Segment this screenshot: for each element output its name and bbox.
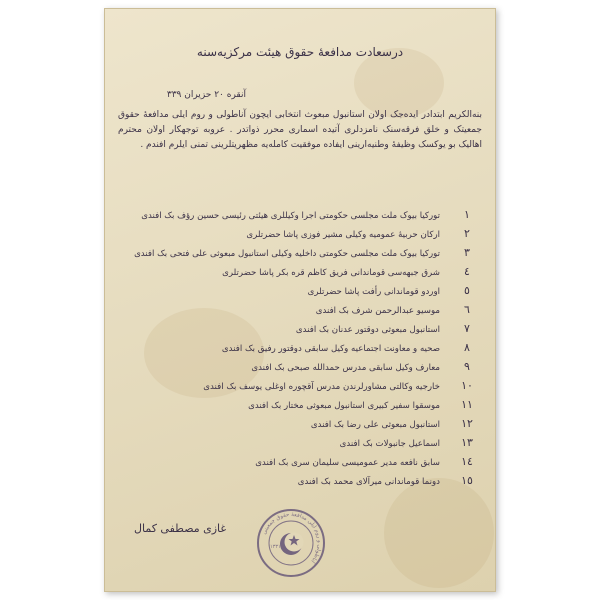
list-text: استانبول مبعوثی دوقتور عدنان بک افندی: [295, 325, 440, 335]
list-number: ١٠: [461, 379, 473, 392]
list-text: معارف وکیل سابقی مدرس حمدالله صبحی بک افندی: [251, 363, 440, 373]
seal-year: ١٣٣١: [270, 544, 281, 550]
list-number: ٣: [464, 246, 470, 259]
list-text: صحیه و معاونت اجتماعیه وکیل سابقی دوقتور رفیق بک افندی: [221, 344, 440, 354]
list-item: [120, 265, 480, 284]
list-text: استانبول مبعوثی علی رضا بک افندی: [310, 420, 440, 430]
list-item: [120, 379, 480, 398]
document-sheet: [104, 8, 496, 592]
list-item: [120, 360, 480, 379]
list-text: ارکان حربیهٔ عمومیه وکیلی مشیر فوزی پاشا حضرتلری: [246, 230, 440, 240]
list-text: خارجیه وکالتی مشاورلرندن مدرس آقچوره اوغلی یوسف بک افندی: [203, 382, 440, 392]
list-item: [120, 436, 480, 455]
list-item: [120, 455, 480, 474]
list-number: ١: [464, 208, 470, 221]
document-date: آنقره ۲۰ حزیران ۳۳۹: [166, 90, 246, 100]
list-number: ١٣: [461, 436, 473, 449]
list-item: [120, 417, 480, 436]
list-item: [120, 398, 480, 417]
list-number: ١٤: [461, 455, 473, 468]
list-text: دونما قوماندانی میرآلای محمد بک افندی: [297, 477, 440, 487]
list-number: ١١: [461, 398, 473, 411]
list-number: ٤: [464, 265, 470, 278]
list-number: ٧: [464, 322, 470, 335]
document-paragraph: بنه‌الکریم ابتدادر ایده‌جک اولان استانبول مبعوث انتخابی ایچون آناطولی و روم ایلی مدافعهٔ حقوق جمعیتک و خلق فرقه‌سنک نامزدلری آتیده اسماری محرر ذواتدر . عروبه توجهکار اولان محترم اهالیک بو یوکسک وظیفهٔ وطنیه‌ارینی ایفاده موفقیت کامله‌یه مظهریتلرینی تمنی ایلرم افندم .: [118, 110, 482, 150]
list-text: تورکیا بیوک ملت مجلسی حکومتی اجرا وکیللری هیئتی رئیسی حسین رؤف بک افندی: [141, 211, 440, 221]
list-number: ١٢: [461, 417, 473, 430]
seal-stamp: [256, 508, 326, 578]
list-item: [120, 246, 480, 265]
list-item: [120, 284, 480, 303]
seal-text: آناطولی و روم ایلی مدافعهٔ حقوق جمعیتی: [261, 511, 323, 564]
list-number: ٨: [464, 341, 470, 354]
list-number: ٩: [464, 360, 470, 373]
list-number: ١٥: [461, 474, 473, 487]
list-item: [120, 322, 480, 341]
crescent-star-icon: [280, 533, 304, 556]
list-text: سابق نافعه مدیر عمومیسی سلیمان سری بک افندی: [255, 458, 440, 468]
list-text: موسقوا سفیر کبیری استانبول مبعوثی مختار بک افندی: [248, 401, 440, 411]
list-item: [120, 474, 480, 493]
list-text: موسیو عبدالرحمن شرف بک افندی: [315, 306, 440, 316]
list-text: اوردو قوماندانی رأفت پاشا حضرتلری: [307, 287, 440, 297]
list-number: ٢: [464, 227, 470, 240]
signature: غازی مصطفی کمال: [134, 522, 227, 535]
list-number: ٦: [464, 303, 470, 316]
list-item: [120, 208, 480, 227]
list-item: [120, 303, 480, 322]
list-text: تورکیا بیوک ملت مجلسی حکومتی داخلیه وکیلی استانبول مبعوثی علی فتحی بک افندی: [134, 249, 440, 259]
list-item: [120, 341, 480, 360]
list-item: [120, 227, 480, 246]
list-text: اسماعیل جانبولات بک افندی: [339, 439, 440, 449]
document-heading: درسعادت مدافعهٔ حقوق هیئت مرکزیه‌سنه: [196, 45, 404, 59]
paper-stain: [384, 478, 494, 588]
list-text: شرق جبهه‌سی قوماندانی فریق کاظم قره بکر پاشا حضرتلری: [222, 268, 440, 278]
list-number: ٥: [464, 284, 470, 297]
